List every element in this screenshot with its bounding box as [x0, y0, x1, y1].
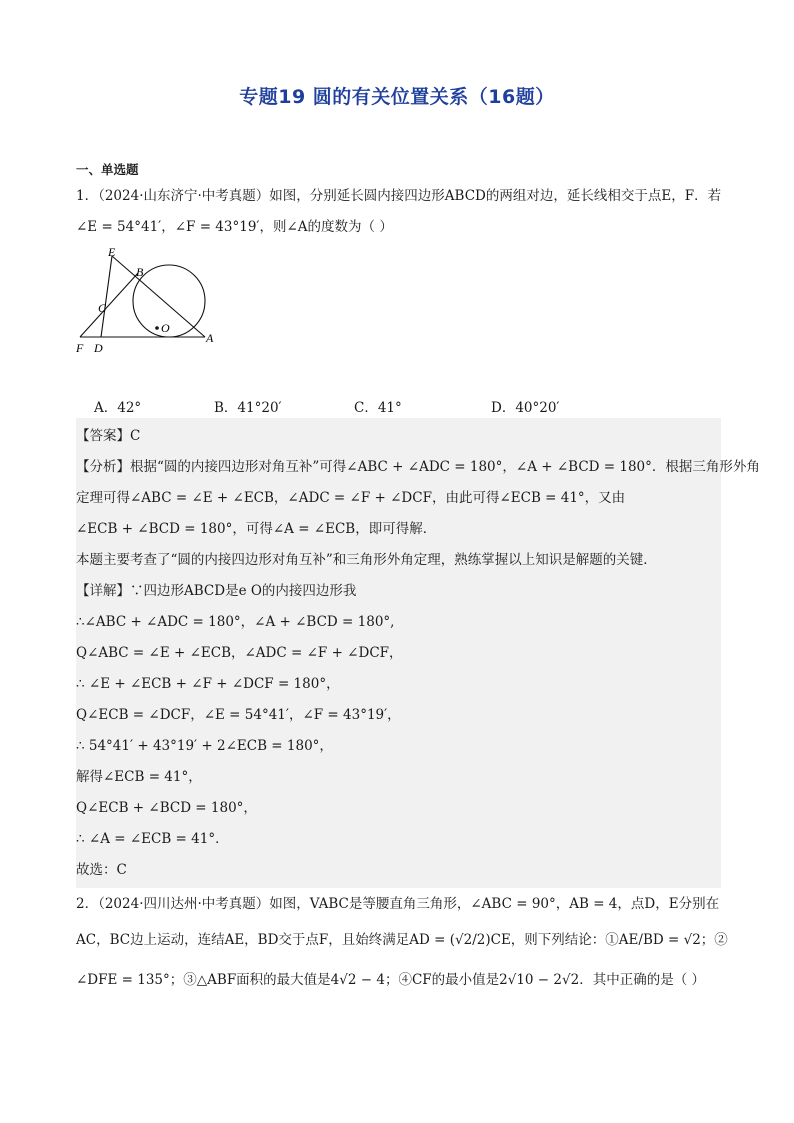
detail-line-4: ∴ ∠E + ∠ECB + ∠F + ∠DCF = 180°， — [76, 676, 340, 692]
label-b: B — [136, 265, 144, 279]
question-2-text-cont: AC，BC边上运动，连结AE，BD交于点F，且始终满足AD = (√2/2)CE，则下列结论：①AE/BD = √2；② — [76, 932, 728, 948]
analysis-line-3: ∠ECB + ∠BCD = 180°，可得∠A = ∠ECB，即可得解． — [76, 521, 437, 537]
question-1-text-cont: ∠E = 54°41′，∠F = 43°19′，则∠A的度数为（ ） — [76, 219, 393, 235]
label-f: F — [76, 341, 84, 355]
line-ea — [112, 256, 205, 337]
option-c: C．41° — [354, 400, 402, 416]
detail-line-8: Q∠ECB + ∠BCD = 180°， — [76, 800, 257, 816]
label-d: D — [94, 341, 103, 355]
line-fe — [80, 273, 138, 337]
section-heading: 一、单选题 — [76, 162, 139, 177]
detail-line-1: 【详解】∵四边形ABCD是e O的内接四边形我 — [76, 583, 357, 599]
page-title: 专题19 圆的有关位置关系（16题） — [239, 86, 555, 108]
question-1-text: 1．（2024·山东济宁·中考真题）如图，分别延长圆内接四边形ABCD的两组对边，延长线相交于点E，F．若 — [76, 188, 722, 204]
label-o: O — [161, 321, 170, 335]
question-1-figure — [72, 246, 222, 356]
option-b: B．41°20′ — [214, 400, 282, 416]
line-ed — [101, 256, 112, 337]
summary-line: 本题主要考查了“圆的内接四边形对角互补”和三角形外角定理，熟练掌握以上知识是解题的关键． — [76, 552, 657, 568]
question-2-text-cont2: ∠DFE = 135°；③△ABF面积的最大值是4√2 − 4；④CF的最小值是2√10 − 2√2．其中正确的是（ ） — [76, 972, 705, 988]
question-2-text: 2．（2024·四川达州·中考真题）如图，VABC是等腰直角三角形，∠ABC = 90°，AB = 4，点D，E分别在 — [76, 896, 720, 912]
label-e: E — [108, 246, 116, 259]
detail-line-2: ∴∠ABC + ∠ADC = 180°，∠A + ∠BCD = 180°, — [76, 614, 395, 630]
detail-line-9: ∴ ∠A = ∠ECB = 41°． — [76, 831, 229, 847]
detail-line-3: Q∠ABC = ∠E + ∠ECB，∠ADC = ∠F + ∠DCF， — [76, 645, 403, 661]
detail-line-6: ∴ 54°41′ + 43°19′ + 2∠ECB = 180°， — [76, 738, 333, 754]
choice-line: 故选：C — [76, 862, 127, 878]
label-a: A — [206, 331, 214, 345]
detail-line-7: 解得∠ECB = 41°， — [76, 769, 202, 785]
center-o — [155, 326, 159, 330]
option-d: D．40°20′ — [491, 400, 560, 416]
option-a: A．42° — [94, 400, 142, 416]
label-c: C — [98, 301, 107, 315]
analysis-line-2: 定理可得∠ABC = ∠E + ∠ECB，∠ADC = ∠F + ∠DCF，由此可得∠ECB = 41°，又由 — [76, 490, 626, 506]
analysis-line-1: 【分析】根据“圆的内接四边形对角互补”可得∠ABC + ∠ADC = 180°，∠A + ∠BCD = 180°．根据三角形外角 — [76, 459, 760, 475]
detail-line-5: Q∠ECB = ∠DCF，∠E = 54°41′，∠F = 43°19′， — [76, 707, 401, 723]
answer-line: 【答案】C — [76, 428, 141, 444]
